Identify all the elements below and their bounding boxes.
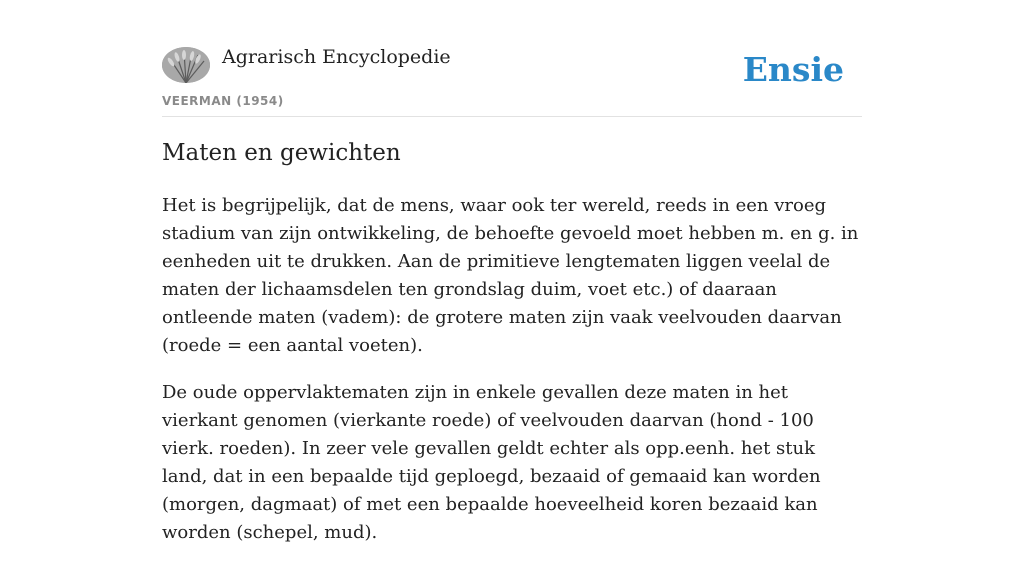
article-body [162, 192, 862, 566]
site-header [162, 40, 862, 117]
article-paragraph: Het is begrijpelijk, dat de mens, waar ook ter wereld, reeds in een vroeg stadium van zijn ontwikkeling, de behoefte gevoeld moet hebben m. en g. in eenheden uit te drukken. Aan de primitieve lengtematen liggen veelal de maten der lichaamsdelen ten grondslag duim, voet etc.) of daaraan ontleende maten (vadem): de grotere maten zijn vaak veelvouden daarvan (roede = een aantal voeten). [162, 195, 859, 356]
wheat-icon[interactable] [162, 47, 210, 83]
ensie-logo-link[interactable]: Ensie [742, 50, 844, 89]
article-title: Maten en gewichten [162, 140, 401, 166]
site-name[interactable]: Agrarisch Encyclopedie [222, 46, 451, 68]
article-paragraph: De oude oppervlaktematen zijn in enkele gevallen deze maten in het vierkant genomen (vierkante roede) of veelvouden daarvan (hond - 100 vierk. roeden). In zeer vele gevallen geldt echter als opp.eenh. het stuk land, dat in een bepaalde tijd geploegd, bezaaid of gemaaid kan worden (morgen, dagmaat) of met een bepaalde hoeveelheid koren bezaaid kan worden (schepel, mud). [162, 382, 821, 543]
author-label: VEERMAN (1954) [162, 94, 284, 108]
